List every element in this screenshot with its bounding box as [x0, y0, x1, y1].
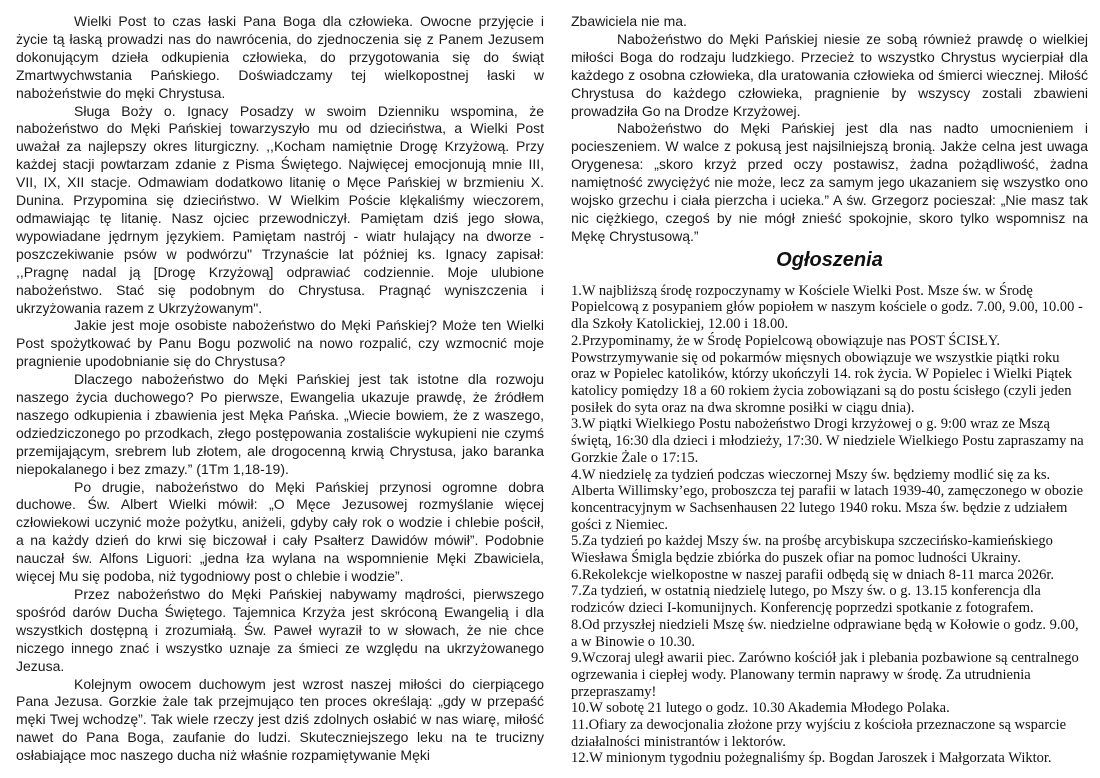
right-column	[571, 13, 1088, 772]
essay-paragraph-6: Przez nabożeństwo do Męki Pańskiej nabywamy mądrości, pierwszego spośród darów Ducha Świętego. Tajemnica Krzyża jest skróconą Ewangelią i dla wszystkich dostępną i zrozumiałą. Św. Paweł wyraził to w słowach, że nie chce niczego innego znać i wszystko uznaje za śmieci ze względu na ukrzyżowanego Jezusa.	[16, 586, 544, 674]
announcements-heading: Ogłoszenia	[776, 248, 883, 271]
announcement-item-3: 3.W piątki Wielkiego Postu nabożeństwo Drogi krzyżowej o g. 9:00 wraz ze Mszą świętą, 16:30 dla dzieci i młodzieży, 17:30. W niedziele Wielkiego Postu zapraszamy na Gorzkie Żale o 17:15.	[571, 416, 1084, 466]
left-column	[16, 13, 544, 772]
essay-paragraph-7: Kolejnym owocem duchowym jest wzrost naszej miłości do cierpiącego Pana Jezusa. Gorzkie żale tak przejmująco ten proces określają: „gdy w przepaść męki Twej wchodzę”. Tak wiele rzeczy jest dziś zdolnych osłabić w nas wiarę, miłość nawet do Pana Boga, zaufanie do ludzi. Skuteczniejszego leku na te trucizny osłabiające moc naszego ducha niż właśnie rozpamiętywanie Męki	[16, 675, 544, 764]
announcement-item-10: 10.W sobotę 21 lutego o godz. 10.30 Akademia Młodego Polaka.	[571, 700, 950, 717]
announcement-item-12: 12.W minionym tygodniu pożegnaliśmy śp. Bogdan Jaroszek i Małgorzata Wiktor.	[571, 750, 1052, 767]
essay-paragraph-8-continuation: Zbawiciela nie ma.	[571, 13, 687, 29]
essay-paragraph-4: Dlaczego nabożeństwo do Męki Pańskiej jest tak istotne dla rozwoju naszego życia duchowego? Po pierwsze, Ewangelia ukazuje prawdę, że źródłem naszego odkupienia i zbawienia jest Męka Pańska. „Wiecie bowiem, że z waszego, odziedziczonego po przodkach, złego postępowania zostaliście wykupieni nie czymś przemijającym, srebrem lub złotem, ale drogocenną krwią Chrystusa, jako baranka niepokalanego i bez zmazy.” (1Tm 1,18-19).	[16, 371, 544, 477]
announcement-item-6: 6.Rekolekcje wielkopostne w naszej parafii odbędą się w dniach 8-11 marca 2026r.	[571, 566, 1055, 583]
announcement-item-9: 9.Wczoraj uległ awarii piec. Zarówno kościół jak i plebania pozbawione są centralnego ogrzewania i ciepłej wody. Planowany termin naprawy w środę. Za utrudnienia przepraszamy!	[571, 650, 1079, 700]
essay-paragraph-3: Jakie jest moje osobiste nabożeństwo do Męki Pańskiej? Może ten Wielki Post spożytkować by Panu Bogu pozwolić na nowo rozpalić, czy wzmocnić moje pragnienie upodobnianie się do Chrystusa?	[16, 317, 544, 370]
announcement-item-1: 1.W najbliższą środę rozpoczynamy w Kościele Wielki Post. Msze św. w Środę Popielcową z posypaniem głów popiołem w naszym kościele o godz. 7.00, 9.00, 10.00 - dla Szkoły Katolickiej, 12.00 i 18.00.	[571, 282, 1083, 333]
essay-paragraph-10: Nabożeństwo do Męki Pańskiej jest dla nas nadto umocnieniem i pocieszeniem. W walce z pokusą jest najsilniejszą bronią. Jakże celna jest uwaga Orygenesa: „skoro krzyż przed oczy postawisz, żadna pożądliwość, żadna namiętność zwyciężyć nie może, lecz za samym jego ukazaniem się wszystko ono wojsko grzechu i ciała pierzcha i ucieka.” A św. Grzegorz pocieszał: „Nie masz tak nic ciężkiego, czegoś by nie mógł znieść spokojnie, skoro tylko wspomnisz na Mękę Chrystusową.”	[571, 120, 1088, 244]
announcement-item-4: 4.W niedzielę za tydzień podczas wieczornej Mszy św. będziemy modlić się za ks. Alberta Willimsky’ego, proboszcza tej parafii w latach 1939-40, zamęczonego w obozie koncentracyjnym w Sachsenhausen 22 lutego 1940 roku. Msza św. będzie z udziałem gości z Niemiec.	[571, 466, 1084, 533]
announcement-item-5: 5.Za tydzień po każdej Mszy św. na prośbę arcybiskupa szczecińsko-kamieńskiego Wiesława Śmigla będzie zbiórka do puszek ofiar na pomoc ludności Ukrainy.	[571, 533, 1053, 567]
essay-paragraph-5: Po drugie, nabożeństwo do Męki Pańskiej przynosi ogromne dobra duchowe. Św. Albert Wielki mówił: „O Męce Jezusowej rozmyślanie więcej człowiekowi uczynić może pożytku, aniżeli, gdyby cały rok o wodzie i chlebie pościł, a na każdy dzień do krwi się biczował i cały Psałterz Dawidów mówił”. Podobnie nauczał św. Alfons Liguori: „jedna łza wylana na wspomnienie Męki Zbawiciela, więcej Mu się podoba, niż tygodniowy post o chlebie i wodzie”.	[16, 478, 544, 585]
announcement-item-11: 11.Ofiary za dewocjonalia złożone przy wyjściu z kościoła przeznaczone są wsparcie działalności ministrantów i lektorów.	[571, 717, 1067, 750]
essay-paragraph-1: Wielki Post to czas łaski Pana Boga dla człowieka. Owocne przyjęcie i życie tą łaską prowadzi nas do nawrócenia, do zjednoczenia się z Panem Jezusem dokonującym dzieła odkupienia człowieka, do przygotowania się do świąt Zmartwychwstania Pańskiego. Doświadczamy tej wielkopostnej łaski w nabożeństwie do męki Chrystusa.	[16, 13, 544, 101]
announcement-item-7: 7.Za tydzień, w ostatnią niedzielę lutego, po Mszy św. o g. 13.15 konferencja dla rodziców dzieci I-komunijnych. Konferencję poprzedzi spotkanie z fotografem.	[571, 583, 1041, 617]
essay-paragraph-2: Sługa Boży o. Ignacy Posadzy w swoim Dzienniku wspomina, że nabożeństwo do Męki Pańskiej towarzyszyło mu od dzieciństwa, a Wielki Post uważał za najlepszy okres liturgiczny. ,,Kocham namiętnie Drogę Krzyżową. Przy każdej stacji powtarzam zdanie z Pisma Świętego. Najwięcej emocjonują mnie III, VII, IX, XII stacje. Odmawiam dodatkowo litanię o Męce Pańskiej w brzmieniu X. Dunina. Przypomina się dzieciństwo. W Wielkim Poście klękaliśmy wieczorem, odmawiając tę litanię. Nasz ojciec przewodniczył. Pamiętam dziś jego słowa, wypowiadane jędrnym językiem. Pamiętam nastrój - wiatr hulający na dworze - poszczekiwanie psów w podwórzu" Trzynaście lat później ks. Ignacy zapisał: ,,Pragnę nadal ją [Drogę Krzyżową] odprawiać codziennie. Moje ulubione nabożeństwo. Stać się podobnym do Chrystusa. Pragnąć wyniszczenia i ukrzyżowania razem z Ukrzyżowanym".	[16, 102, 544, 316]
essay-paragraph-9: Nabożeństwo do Męki Pańskiej niesie ze sobą również prawdę o wielkiej miłości Boga do rodzaju ludzkiego. Przecież to wszystko Chrystus wycierpiał dla każdego z osobna człowieka, dla uratowania człowieka od śmierci wiecznej. Miłość Chrystusa do każdego człowieka, pragnienie by wszyscy zostali zbawieni prowadziła Go na Drodze Krzyżowej.	[571, 30, 1088, 119]
announcement-item-8: 8.Od przyszłej niedzieli Mszę św. niedzielne odprawiane będą w Kołowie o godz. 9.00, a w Binowie o 10.30.	[571, 616, 1079, 650]
announcement-item-2: 2.Przypominamy, że w Środę Popielcową obowiązuje nas POST ŚCISŁY. Powstrzymywanie się od pokarmów mięsnych obowiązuje we wszystkie piątki roku oraz w Popielec katolików, którzy ukończyli 14. rok życia. W Popielec i Wielki Piątek katolicy pomiędzy 18 a 60 rokiem życia zobowiązani są do postu ścisłego (czyli jeden posiłek do syta oraz na dwa skromne posiłki w ciągu dnia).	[571, 332, 1073, 416]
